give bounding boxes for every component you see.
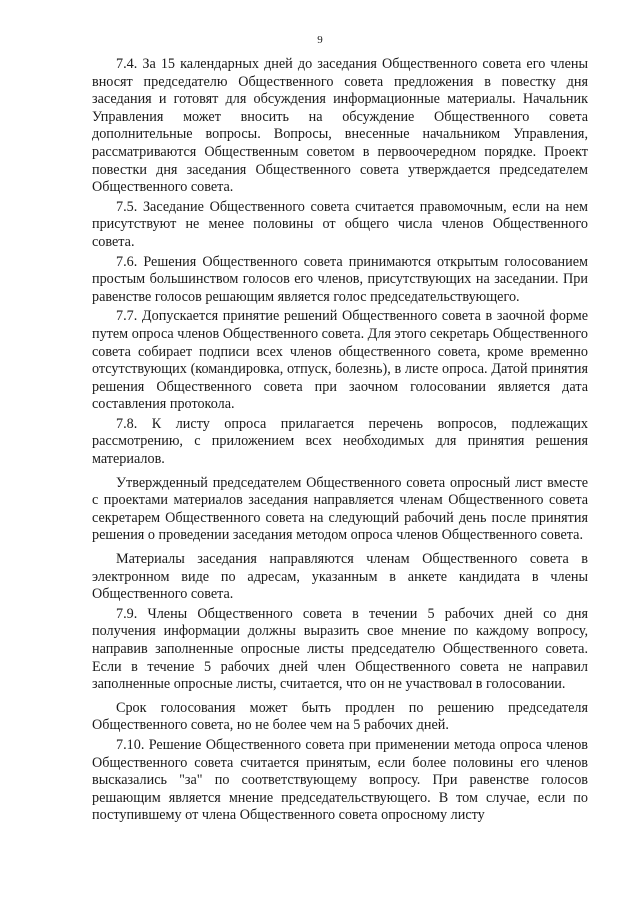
paragraph-7-10: 7.10. Решение Общественного совета при применении метода опроса членов Общественного совета считается принятым, если более половины его членов высказались "за" по соответствующему вопросу. При равенстве голосов решающим является мнение председательствующего. В том случае, если по поступившему от члена Общественного совета опросному листу: [92, 736, 588, 824]
document-body: [92, 56, 588, 827]
paragraph-7-8: 7.8. К листу опроса прилагается перечень вопросов, подлежащих рассмотрению, с приложением всех необходимых для принятия решения материалов.: [92, 415, 588, 468]
paragraph-7-9: 7.9. Члены Общественного совета в течении 5 рабочих дней со дня получения информации должны выразить свое мнение по каждому вопросу, направив заполненные опросные листы председателю Общественного совета. Если в течение 5 рабочих дней член Общественного совета не направил заполненные опросные листы, считается, что он не участвовал в голосовании.: [92, 605, 588, 693]
paragraph-7-5: 7.5. Заседание Общественного совета считается правомочным, если на нем присутствуют не менее половины от общего числа членов Общественного совета.: [92, 198, 588, 250]
paragraph-voting-period: Срок голосования может быть продлен по решению председателя Общественного совета, но не более чем на 5 рабочих дней.: [92, 699, 588, 734]
paragraph-7-6: 7.6. Решения Общественного совета принимаются открытым голосованием простым большинством голосов его членов, присутствующих на заседании. При равенстве голосов решающим является голос председательствующего.: [92, 253, 588, 305]
paragraph-materials-sent: Материалы заседания направляются членам Общественного совета в электронном виде по адресам, указанным в анкете кандидата в члены Общественного совета.: [92, 551, 588, 603]
paragraph-7-4: 7.4. За 15 календарных дней до заседания Общественного совета его члены вносят председателю Общественного совета предложения в повестку дня заседания и готовят для обсуждения информационные материалы. Начальник Управления может вносить на обсуждение Общественного совета дополнительные вопросы. Вопросы, внесенные начальником Управления, рассматриваются Общественным советом в первоочередном порядке. Проект повестки дня заседания Общественного совета утверждается председателем Общественного совета.: [92, 56, 588, 196]
page-number: 9: [317, 34, 323, 46]
paragraph-approved-sheet: Утвержденный председателем Общественного совета опросный лист вместе с проектами материалов заседания направляется членам Общественного совета секретарем Общественного совета на следующий рабочий день после принятия решения о проведении заседания методом опроса членов Общественного совета.: [92, 474, 588, 544]
paragraph-7-7: 7.7. Допускается принятие решений Общественного совета в заочной форме путем опроса членов Общественного совета. Для этого секретарь Общественного совета собирает подписи всех членов общественного совета, кроме временно отсутствующих (командировка, отпуск, болезнь), в листе опроса. Датой принятия решения Общественного совета при заочном голосовании является дата составления протокола.: [92, 308, 588, 413]
